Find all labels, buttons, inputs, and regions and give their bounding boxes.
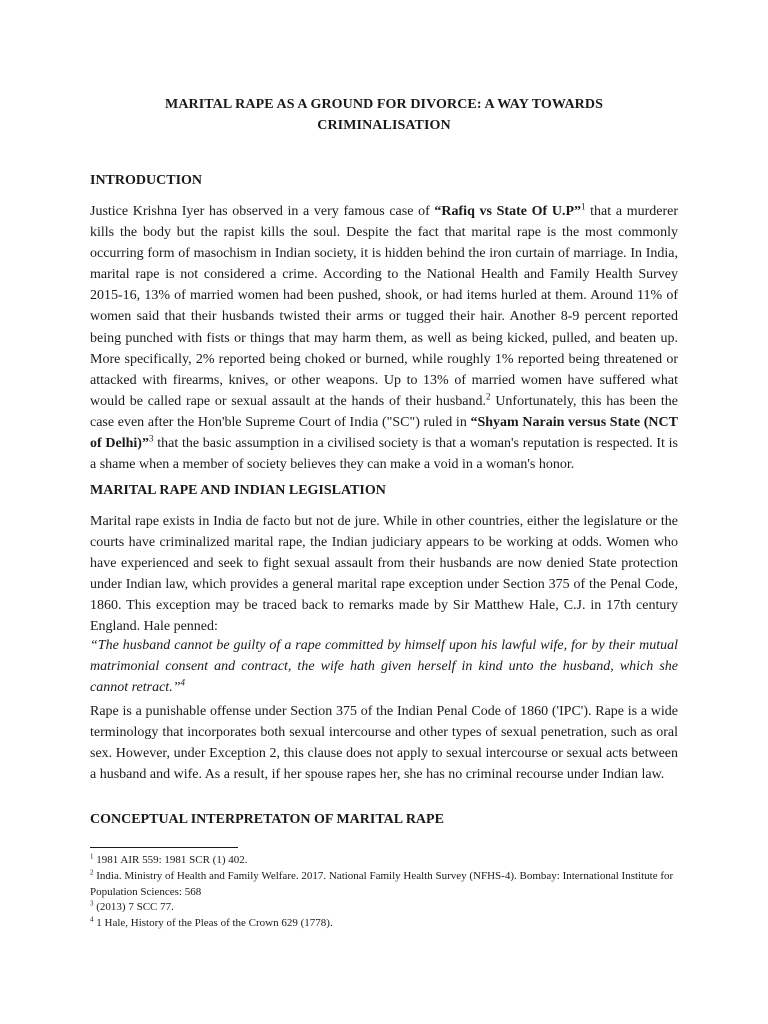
case-citation-rafiq: “Rafiq vs State Of U.P”: [434, 204, 581, 219]
footnote-separator: [90, 847, 238, 848]
footnote-ref-1: 1: [581, 201, 586, 212]
footnote-4: $^4$ 1 Hale, History of the Pleas of the Crown 629 (1778).: [90, 915, 333, 930]
legislation-heading: MARITAL RAPE AND INDIAN LEGISLATION: [90, 483, 386, 498]
footnotes: [90, 853, 678, 932]
introduction-heading: INTRODUCTION: [90, 173, 203, 188]
footnote-ref-3: 3: [148, 433, 154, 444]
footnote-ref-4: 4: [180, 677, 185, 688]
footnote-2: $^2$ India. Ministry of Health and Family Welfare. 2017. National Family Health Survey (NFHS-4). Bombay: International Institute for Population Sciences: 568: [90, 868, 674, 898]
title-line-1: MARITAL RAPE AS A GROUND FOR DIVORCE: A WAY TOWARDS: [165, 97, 603, 112]
footnote-3: $^3$ (2013) 7 SCC 77.: [90, 899, 174, 914]
introduction-paragraph: Justice Krishna Iyer has observed in a very famous case of “Rafiq vs State Of U.P”$^1$ that a murderer kills the body but the rapist kills the soul. Despite the fact that marital rape is the most commonly occurring form of masochism in Indian society, it is hidden behind the iron curtain of marriage. In India, marital rape is not considered a crime. According to the National Health and Family Health Survey 2015-16, 13% of married women had been pushed, shook, or had items hurled at them. Around 11% of women said that their husbands twisted their arms or tugged their hair. Another 8-9 percent reported being punched with fists or things that may harm them, as well as being kicked, pulled, and beaten up. More specifically, 2% reported being choked or burned, while roughly 1% reported being threatened or attacked with firearms, knives, or other weapons. Up to 13% of married women have suffered what would be called rape or sexual assault at the hands of their husband.$^2$ Unfortunately, this has been the case even after the Hon'ble Supreme Court of India ("SC") ruled in “Shyam Narain versus State (NCT of Delhi)”$^3$ that the basic assumption in a civilised society is that a woman's reputation is respected. It is a shame when a member of society believes they can make a void in a woman's honor.: [90, 201, 679, 473]
conceptual-heading: CONCEPTUAL INTERPRETATON OF MARITAL RAPE: [90, 812, 444, 827]
document-title: [90, 94, 678, 136]
title-line-2: CRIMINALISATION: [317, 118, 451, 133]
legislation-paragraph-1: Marital rape exists in India de facto but not de jure. While in other countries, either the legislature or the courts have criminalized marital rape, the Indian judiciary appears to be working at odds. Women who have experienced and seek to fight sexual assault from their husbands are now denied State protection under Indian law, which provides a general marital rape exception under Section 375 of the Penal Code, 1860. This exception may be traced back to remarks made by Sir Matthew Hale, C.J. in 17th century England. Hale penned:: [90, 514, 678, 635]
footnote-ref-2: 2: [486, 391, 491, 402]
case-citation-shyam-narain: “Shyam Narain versus State (NCT of Delhi)”: [90, 414, 678, 452]
footnote-1: $^1$ 1981 AIR 559: 1981 SCR (1) 402.: [90, 852, 248, 866]
hale-quote: “The husband cannot be guilty of a rape committed by himself upon his lawful wife, for by their mutual matrimonial consent and contract, the wife hath given herself in kind unto the husband, which she cannot retract.”$^4$: [90, 638, 678, 696]
legislation-paragraph-2: Rape is a punishable offense under Section 375 of the Indian Penal Code of 1860 ('IPC'). Rape is a wide terminology that incorporates both sexual intercourse and other types of sexual penetration, such as oral sex. However, under Exception 2, this clause does not apply to sexual intercourse or sexual acts between a husband and wife. As a result, if her spouse rapes her, she has no criminal recourse under Indian law.: [90, 704, 678, 783]
